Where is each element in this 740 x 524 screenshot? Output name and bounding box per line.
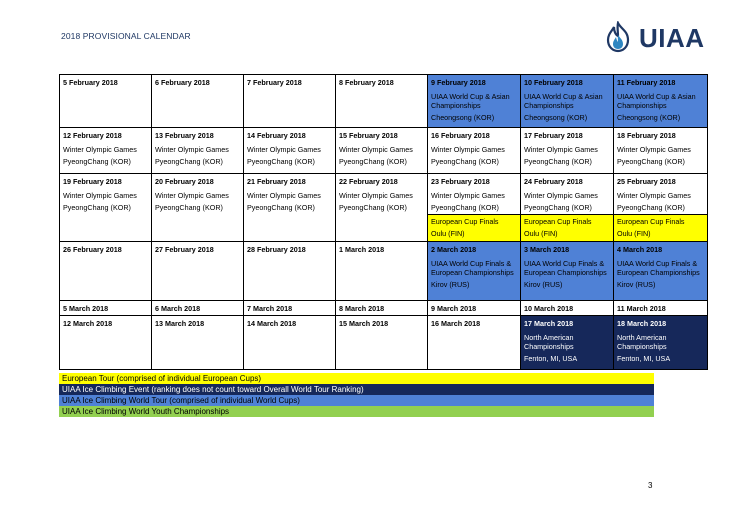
calendar-row	[60, 316, 708, 370]
cell-date: 11 February 2018	[617, 78, 676, 87]
cell-event: Winter Olympic Games	[63, 191, 137, 200]
legend-world-tour: UIAA Ice Climbing World Tour (comprised of individual World Cups)	[59, 395, 654, 406]
cell-location: PyeongChang (KOR)	[339, 203, 407, 212]
cell-date: 8 February 2018	[339, 78, 394, 87]
cell-event: UIAA World Cup Finals & European Championships	[524, 259, 607, 277]
cell-event: Winter Olympic Games	[155, 145, 229, 154]
cell-event: UIAA World Cup & Asian Championships	[617, 92, 696, 110]
cell-date: 19 February 2018	[63, 177, 122, 186]
cell-location: Cheongsong (KOR)	[431, 113, 495, 122]
calendar-cell	[614, 174, 708, 242]
cell-date: 9 March 2018	[431, 304, 477, 313]
cell-date: 17 February 2018	[524, 131, 583, 140]
sub-location: Oulu (FIN)	[524, 229, 558, 238]
calendar-cell	[244, 128, 336, 174]
cell-event: Winter Olympic Games	[617, 145, 691, 154]
cell-event: Winter Olympic Games	[247, 145, 321, 154]
calendar-cell	[521, 316, 614, 370]
calendar-cell	[521, 174, 614, 242]
calendar-cell	[336, 75, 428, 128]
cell-location: PyeongChang (KOR)	[339, 157, 407, 166]
cell-date: 15 February 2018	[339, 131, 398, 140]
calendar-cell	[60, 316, 152, 370]
calendar-cell	[244, 242, 336, 301]
calendar-cell	[521, 242, 614, 301]
calendar-cell	[521, 75, 614, 128]
calendar-cell	[521, 301, 614, 316]
calendar-cell	[428, 316, 521, 370]
calendar-cell	[428, 301, 521, 316]
cell-date: 14 February 2018	[247, 131, 306, 140]
cell-date: 28 February 2018	[247, 245, 306, 254]
calendar-cell	[152, 242, 244, 301]
cell-date: 18 February 2018	[617, 131, 676, 140]
calendar-row	[60, 301, 708, 316]
cell-event: Winter Olympic Games	[431, 145, 505, 154]
cell-date: 2 March 2018	[431, 245, 477, 254]
european-cup-sub-cell	[428, 214, 520, 241]
european-cup-sub-cell	[614, 214, 707, 241]
calendar-cell	[244, 301, 336, 316]
cell-date: 14 March 2018	[247, 319, 297, 328]
calendar-table	[59, 74, 708, 370]
cell-event: Winter Olympic Games	[339, 191, 413, 200]
cell-date: 15 March 2018	[339, 319, 389, 328]
calendar-cell	[60, 242, 152, 301]
cell-date: 18 March 2018	[617, 319, 667, 328]
calendar-cell	[152, 301, 244, 316]
calendar-cell	[428, 128, 521, 174]
cell-event: Winter Olympic Games	[524, 191, 598, 200]
calendar-cell	[60, 301, 152, 316]
calendar-cell	[152, 174, 244, 242]
calendar-cell	[336, 174, 428, 242]
cell-event: Winter Olympic Games	[431, 191, 505, 200]
cell-date: 10 February 2018	[524, 78, 583, 87]
cell-event: Winter Olympic Games	[247, 191, 321, 200]
cell-location: PyeongChang (KOR)	[431, 157, 499, 166]
cell-event: Winter Olympic Games	[617, 191, 691, 200]
cell-event: Winter Olympic Games	[155, 191, 229, 200]
cell-date: 1 March 2018	[339, 245, 385, 254]
calendar-cell	[60, 75, 152, 128]
calendar-row	[60, 242, 708, 301]
page-title: 2018 PROVISIONAL CALENDAR	[61, 31, 191, 41]
calendar-row	[60, 75, 708, 128]
calendar-row	[60, 174, 708, 242]
cell-date: 21 February 2018	[247, 177, 306, 186]
uiaa-logo	[602, 21, 708, 55]
cell-event: UIAA World Cup Finals & European Championships	[431, 259, 514, 277]
cell-date: 10 March 2018	[524, 304, 574, 313]
calendar-row	[60, 128, 708, 174]
cell-date: 5 March 2018	[63, 304, 109, 313]
cell-date: 7 February 2018	[247, 78, 302, 87]
cell-date: 17 March 2018	[524, 319, 574, 328]
cell-date: 25 February 2018	[617, 177, 676, 186]
cell-location: PyeongChang (KOR)	[63, 157, 131, 166]
cell-location: PyeongChang (KOR)	[524, 157, 592, 166]
cell-location: PyeongChang (KOR)	[155, 203, 223, 212]
calendar-cell	[614, 128, 708, 174]
cell-location: PyeongChang (KOR)	[617, 157, 685, 166]
calendar-cell	[336, 316, 428, 370]
cell-date: 20 February 2018	[155, 177, 214, 186]
cell-date: 13 February 2018	[155, 131, 214, 140]
cell-event: North American Championships	[524, 333, 574, 351]
cell-location: Cheongsong (KOR)	[524, 113, 588, 122]
calendar-cell	[336, 301, 428, 316]
calendar-cell	[336, 128, 428, 174]
calendar-cell	[244, 75, 336, 128]
sub-event: European Cup Finals	[431, 217, 499, 226]
calendar-cell	[152, 75, 244, 128]
legend-european-tour: European Tour (comprised of individual European Cups)	[59, 373, 654, 384]
cell-date: 11 March 2018	[617, 304, 666, 313]
cell-location: PyeongChang (KOR)	[155, 157, 223, 166]
cell-date: 26 February 2018	[63, 245, 122, 254]
cell-location: Kirov (RUS)	[617, 280, 656, 289]
calendar-cell	[428, 174, 521, 242]
cell-date: 6 March 2018	[155, 304, 201, 313]
calendar-cell	[336, 242, 428, 301]
cell-event: UIAA World Cup & Asian Championships	[431, 92, 510, 110]
cell-date: 27 February 2018	[155, 245, 214, 254]
legend-youth-championships: UIAA Ice Climbing World Youth Championships	[59, 406, 654, 417]
legend-ice-climbing-event: UIAA Ice Climbing Event (ranking does not count toward Overall World Tour Ranking)	[59, 384, 654, 395]
cell-location: Fenton, MI, USA	[617, 354, 671, 363]
cell-location: Fenton, MI, USA	[524, 354, 578, 363]
calendar-cell	[614, 301, 708, 316]
calendar-cell	[428, 242, 521, 301]
calendar-cell	[614, 75, 708, 128]
sub-location: Oulu (FIN)	[431, 229, 465, 238]
calendar-cell	[614, 242, 708, 301]
cell-date: 8 March 2018	[339, 304, 385, 313]
calendar-cell	[428, 75, 521, 128]
cell-location: Cheongsong (KOR)	[617, 113, 681, 122]
cell-event: Winter Olympic Games	[63, 145, 137, 154]
cell-event: UIAA World Cup Finals & European Championships	[617, 259, 700, 277]
cell-date: 7 March 2018	[247, 304, 293, 313]
sub-event: European Cup Finals	[617, 217, 685, 226]
page-number: 3	[648, 481, 653, 490]
european-cup-sub-cell	[521, 214, 613, 241]
cell-date: 12 March 2018	[63, 319, 113, 328]
cell-location: PyeongChang (KOR)	[247, 203, 315, 212]
calendar-cell	[244, 174, 336, 242]
cell-date: 13 March 2018	[155, 319, 205, 328]
cell-location: PyeongChang (KOR)	[617, 203, 685, 212]
cell-event: UIAA World Cup & Asian Championships	[524, 92, 603, 110]
cell-date: 12 February 2018	[63, 131, 122, 140]
calendar-cell	[152, 316, 244, 370]
cell-event: Winter Olympic Games	[524, 145, 598, 154]
cell-date: 4 March 2018	[617, 245, 663, 254]
cell-date: 6 February 2018	[155, 78, 210, 87]
cell-event: Winter Olympic Games	[339, 145, 413, 154]
cell-date: 23 February 2018	[431, 177, 490, 186]
cell-date: 3 March 2018	[524, 245, 570, 254]
cell-date: 22 February 2018	[339, 177, 398, 186]
cell-date: 9 February 2018	[431, 78, 486, 87]
cell-date: 16 March 2018	[431, 319, 481, 328]
flame-logo-icon	[602, 21, 634, 53]
calendar-cell	[614, 316, 708, 370]
calendar-cell	[152, 128, 244, 174]
cell-date: 5 February 2018	[63, 78, 118, 87]
calendar-cell	[521, 128, 614, 174]
calendar-cell	[60, 174, 152, 242]
cell-location: PyeongChang (KOR)	[524, 203, 592, 212]
cell-location: PyeongChang (KOR)	[247, 157, 315, 166]
cell-event: North American Championships	[617, 333, 667, 351]
cell-location: Kirov (RUS)	[524, 280, 563, 289]
cell-location: Kirov (RUS)	[431, 280, 470, 289]
logo-text: UIAA	[639, 23, 705, 53]
calendar-cell	[60, 128, 152, 174]
cell-date: 24 February 2018	[524, 177, 583, 186]
calendar-cell	[244, 316, 336, 370]
cell-location: PyeongChang (KOR)	[431, 203, 499, 212]
sub-event: European Cup Finals	[524, 217, 592, 226]
cell-date: 16 February 2018	[431, 131, 490, 140]
cell-location: PyeongChang (KOR)	[63, 203, 131, 212]
sub-location: Oulu (FIN)	[617, 229, 651, 238]
